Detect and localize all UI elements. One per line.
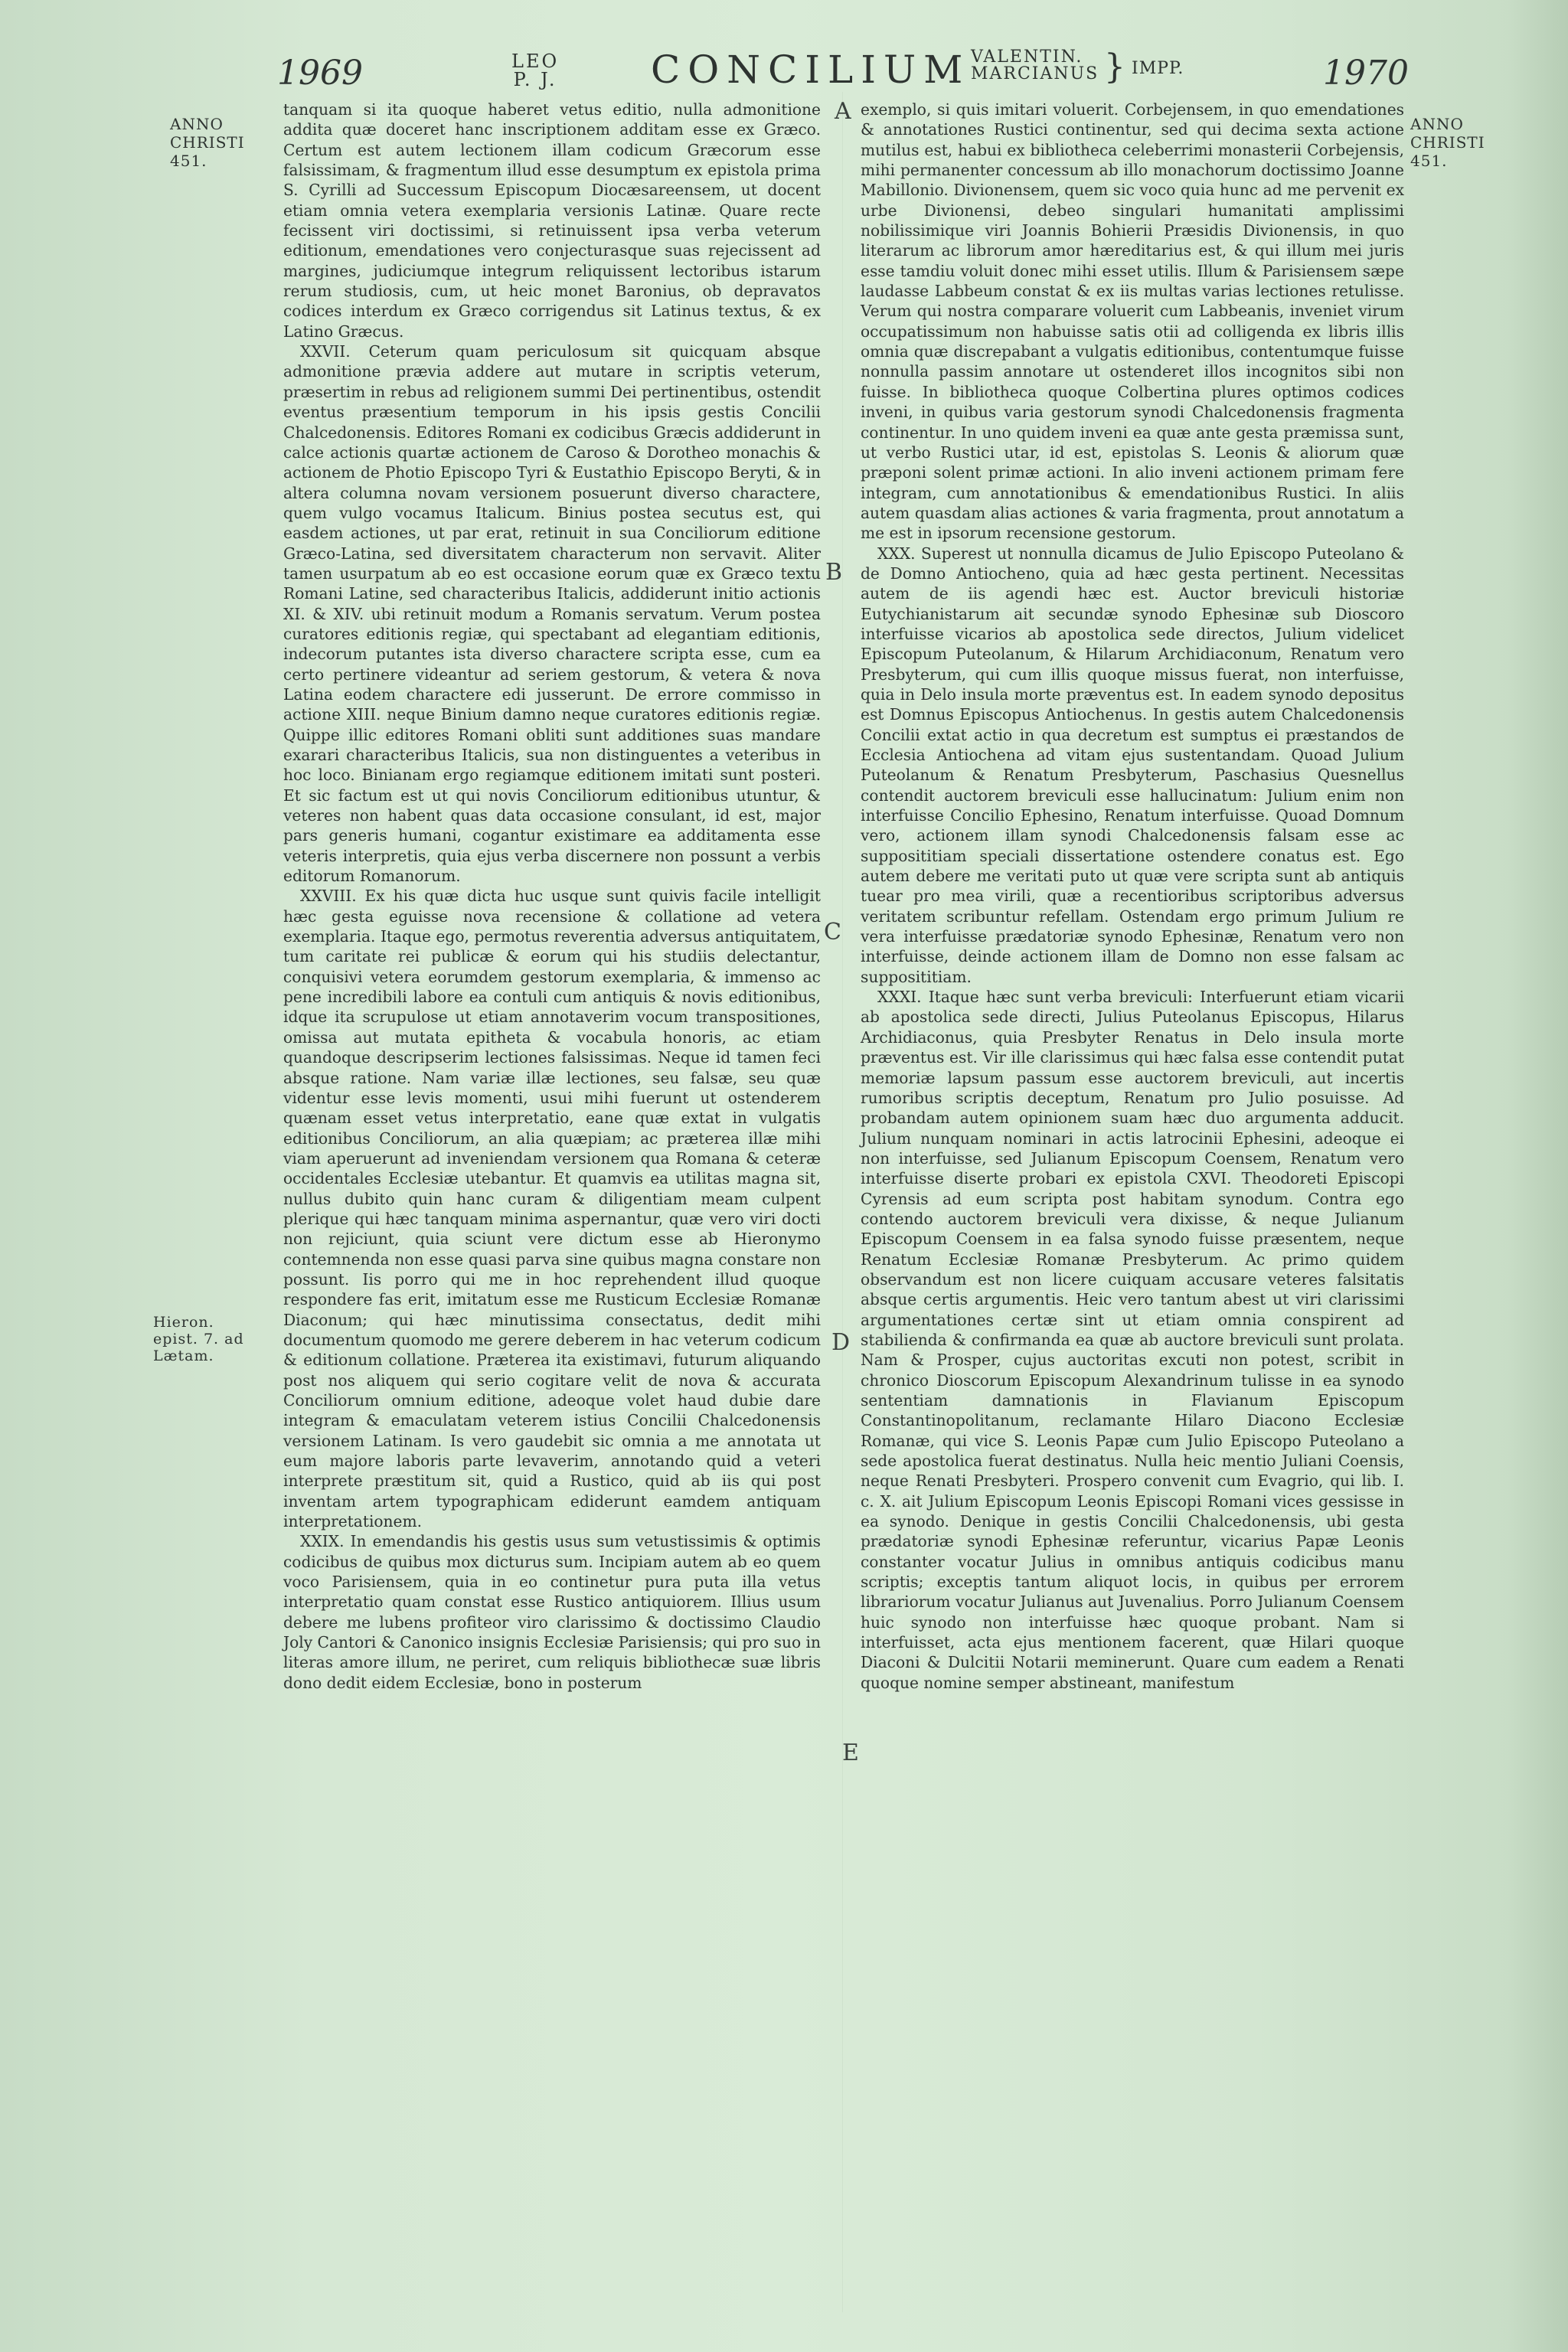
running-head-pj: P. J.: [513, 69, 557, 90]
margin-anno-right: ANNO: [1410, 115, 1464, 133]
margin-christi-left: CHRISTI: [170, 133, 245, 152]
paragraph: tanquam si ita quoque haberet vetus editio, nulla admonitione addita quæ doceret hanc inscriptionem additam esse ex Græco. Certum est autem lectionem illam codicum Græcorum esse falsissimam, & fragmentum illud esse desumptum ex epistola prima S. Cyrilli ad Successum Episcopum Diocæsareensem, ut docent etiam omnia vetera exemplaria versionis Latinæ. Quare recte fecissent viri doctissimi, si retinuissent ipsa verba veterum editionum, emendationes vero conjecturasque suas rejecissent ad margines, judiciumque integrum reliquissent lectoribus istarum rerum studiosis, cum, ut heic monet Baronius, ob depravatos codices interdum ex Græco corrigendus sit Latinus textus, & ex Latino Græcus.: [283, 100, 821, 341]
margin-note-line: Lætam.: [153, 1348, 214, 1364]
running-head-leo-name: LEO: [511, 51, 560, 72]
margin-note-line: Hieron.: [153, 1314, 214, 1331]
paragraph: XXX. Superest ut nonnulla dicamus de Julio Episcopo Puteolano & de Domno Antiocheno, quia ad hæc gesta pertinent. Necessitas autem de iis agendi hæc est. Auctor breviculi historiæ Eutychianistarum ait secundæ synodo Ephesinæ sub Dioscoro interfuisse vicarios ab apostolica sede directos, Julium videlicet Episcopum Puteolanum, & Hilarum Archidiaconum, Renatum vero Presbyterum, qui cum illis quoque missus fuerat, non interfuisse, quia in Delo insula morte præventus est. In eadem synodo depositus est Domnus Episcopus Antiochenus. In gestis autem Chalcedonensis Concilii extat actio in qua decretum est sumptus ei præstandos de Ecclesia Antiochena ad vitam ejus sustentandam. Quoad Julium Puteolanum & Renatum Presbyterum, Paschasius Quesnellus contendit auctorem breviculi esse hallucinatum: Julium enim non interfuisse Concilio Ephesino, Renatum interfuisse. Quoad Domnum vero, actionem illam synodi Chalcedonensis falsam esse ac supposititiam speciali dissertatione ostendere conatus est. Ego autem debere me veritati puto ut quæ vere scripta sunt ab antiquis tuear pro mea virili, quæ a recentioribus scriptoribus adversus veritatem scribuntur refellam. Ostendam ergo primum Julium re vera interfuisse prædatoriæ synodo Ephesinæ, Renatum vero non interfuisse, deinde actionem illam de Domno non esse falsam ac supposititiam.: [861, 544, 1404, 986]
section-mark-e: E: [842, 1740, 859, 1766]
margin-year-left: [170, 115, 262, 170]
text-column-left: [283, 100, 821, 1693]
margin-anno-left: ANNO: [170, 115, 224, 133]
margin-year-value-left: 451.: [170, 152, 207, 170]
section-mark-b: B: [825, 559, 843, 586]
running-head-valentin: VALENTIN.: [971, 47, 1083, 67]
page-number-left: 1969: [277, 54, 363, 93]
margin-christi-right: CHRISTI: [1410, 133, 1485, 152]
running-head-title: CONCILIUM: [651, 47, 971, 92]
margin-note-hieron: [153, 1314, 245, 1364]
running-head-emperors: [971, 49, 1099, 83]
brace-glyph: }: [1104, 47, 1125, 87]
running-head-leo: [511, 52, 559, 89]
margin-year-value-right: 451.: [1410, 152, 1448, 170]
column-gutter: [842, 92, 843, 2312]
page-number-right: 1970: [1323, 54, 1409, 93]
paragraph: XXXI. Itaque hæc sunt verba breviculi: Interfuerunt etiam vicarii ab apostolica sede directi, Julius Puteolanus Episcopus, Hilarus Archidiaconus, quia Presbyter Renatus in Delo insula morte præventus est. Vir ille clarissimus qui hæc falsa esse contendit putat memoriæ lapsum passum esse auctorem breviculi, aut incertis rumoribus scriptis deceptum, Renatum pro Julio posuisse. Ad probandam autem opinionem suam hæc duo argumenta adducit. Julium nunquam nominari in actis latrocinii Ephesini, adeoque ei non interfuisse, sed Julianum Episcopum Coensem, Renatum vero interfuisse diserte probari ex epistola CXVI. Theodoreti Episcopi Cyrensis ad eum scripta post habitam synodum. Contra ego contendo auctorem breviculi vera dixisse, & neque Julianum Episcopum Coensem in ea falsa synodo fuisse præsentem, neque Renatum Ecclesiæ Romanæ Presbyterum. Ac primo quidem observandum est non licere cuiquam accusare veteres falsitatis absque certis argumentis. Heic vero tantum abest ut viri clarissimi argumentationes certæ sint ut etiam omnia conspirent ad stabilienda & confirmanda ea quæ ab auctore breviculi sunt prolata. Nam & Prosper, cujus auctoritas excuti non potest, scribit in chronico Dioscorum Episcopum Alexandrinum tulisse in ea synodo sententiam damnationis in Flavianum Episcopum Constantinopolitanum, reclamante Hilaro Diacono Ecclesiæ Romanæ, qui vice S. Leonis Papæ cum Julio Episcopo Puteolano a sede apostolica fuerat destinatus. Nulla heic mentio Juliani Coensis, neque Renati Presbyteri. Prospero convenit cum Evagrio, qui lib. I. c. X. ait Julium Episcopum Leonis Episcopi Romani vices gessisse in ea synodo. Denique in gestis Concilii Chalcedonensis, ubi gesta prædatoriæ synodi Ephesinæ referuntur, vicarius Papæ Leonis constanter vocatur Julius in omnibus antiquis codicibus manu scriptis; exceptis tantum aliquot locis, in quibus per errorem librariorum vocatur Julianus aut Juvenalius. Porro Julianum Coensem huic synodo non interfuisse hæc quoque probant. Nam si interfuisset, acta ejus mentionem facerent, quæ Hilari quoque Diaconi & Dulcitii Notarii meminerunt. Quare cum eadem a Renati quoque nomine semper abstineant, manifestum: [861, 988, 1404, 1692]
running-head-impp: IMPP.: [1132, 59, 1184, 78]
paragraph: XXVII. Ceterum quam periculosum sit quicquam absque admonitione prævia addere aut mutare in scriptis veterum, præsertim in rebus ad religionem summi Dei pertinentibus, ostendit eventus præsentium temporum in his ipsis gestis Concilii Chalcedonensis. Editores Romani ex codicibus Græcis addiderunt in calce actionis quartæ actionem de Caroso & Dorotheo monachis & actionem de Photio Episcopo Tyri & Eustathio Episcopo Beryti, & in altera columna novam versionem posuerunt diverso charactere, quem vulgo vocamus Italicum. Binius postea secutus est, qui easdem actiones, ut par erat, retinuit in sua Conciliorum editione Græco-Latina, sed diversitatem characterum non servavit. Aliter tamen usurpatum ab eo est occasione eorum quæ ex Græco textu Romani Latine, sed characteribus Italicis, addiderunt initio actionis XI. & XIV. ubi retinuit modum a Romanis servatum. Verum postea curatores editionis regiæ, qui spectabant ad elegantiam editionis, indecorum putantes ista diverso charactere scripta esse, cum ea certo pertinere videantur ad seriem gestorum, & vetera & nova Latina eodem charactere edi jusserunt. De errore commisso in actione XIII. neque Binium damno neque curatores editionis regiæ. Quippe illic editores Romani obliti sunt additiones suas mandare exarari characteribus Italicis, sua non distinguentes a veteribus in hoc loco. Binianam ergo regiamque editionem imitati sunt posteri. Et sic factum est ut qui novis Conciliorum editionibus utuntur, & veteres non habent quas data occasione consulant, id est, major pars generis humani, cogantur existimare ea additamenta esse veteris interpretis, quia ejus verba discernere non possunt a verbis editorum Romanorum.: [283, 342, 821, 886]
paragraph: XXIX. In emendandis his gestis usus sum vetustissimis & optimis codicibus de quibus mox dicturus sum. Incipiam autem ab eo quem voco Parisiensem, quia in eo continetur pura puta illa vetus interpretatio quam constat esse Rustico antiquiorem. Illius usum debere me lubens profiteor viro clarissimo & doctissimo Claudio Joly Cantori & Canonico insignis Ecclesiæ Parisiensis; qui pro suo in literas amore illum, ne periret, cum reliquis bibliothecæ suæ libris dono dedit eidem Ecclesiæ, bono in posterum: [283, 1532, 821, 1692]
margin-note-line: epist. 7. ad: [153, 1331, 244, 1348]
section-mark-c: C: [824, 919, 841, 946]
running-head-marcianus: MARCIANUS: [971, 64, 1099, 83]
margin-year-right: [1410, 115, 1502, 170]
section-mark-d: D: [831, 1329, 851, 1356]
text-column-right: [861, 100, 1404, 1693]
page-edge-shadow: [1507, 0, 1568, 2352]
section-mark-a: A: [835, 98, 851, 125]
paragraph: exemplo, si quis imitari voluerit. Corbejensem, in quo emendationes & annotationes Rustici continentur, sed qui decima sexta actione mutilus est, habui ex bibliotheca celeberrimi monasterii Corbejensis, mihi permanenter concessum ab illo monachorum doctissimo Joanne Mabillonio. Divionensem, quem sic voco quia hunc ad me pervenit ex urbe Divionensi, debeo singulari humanitati amplissimi nobilissimique viri Joannis Bohierii Præsidis Divionensis, in quo literarum ac librorum amor hæreditarius est, & qui illum mei juris esse tamdiu voluit donec mihi esset utilis. Illum & Parisiensem sæpe laudasse Labbeum constat & ex iis multas varias lectiones retulisse. Verum qui nostra comparare voluerit cum Labbeanis, inveniet virum occupatissimum non habuisse satis otii ad colligenda ex libris illis omnia quæ discrepabant a vulgatis editionibus, contentumque fuisse nonnulla passim annotare ut ostenderet illos incognitos sibi non fuisse. In bibliotheca quoque Colbertina plures optimos codices inveni, in quibus varia gestorum synodi Chalcedonensis fragmenta continentur. In uno quidem inveni ea quæ ante gesta præmissa sunt, ut verbo Rustici utar, id est, epistolas S. Leonis & aliorum quæ præponi solent primæ actioni. In alio inveni actionem primam fere integram, cum annotationibus & emendationibus Rustici. In aliis autem quasdam alias actiones & varia fragmenta, prout annotatum a me est in ipsorum recensione gestorum.: [861, 100, 1404, 543]
paragraph: XXVIII. Ex his quæ dicta huc usque sunt quivis facile intelligit hæc gesta eguisse nova recensione & collatione ad vetera exemplaria. Itaque ego, permotus reverentia adversus antiquitatem, tum caritate rei publicæ & eorum qui his studiis delectantur, conquisivi vetera eorumdem gestorum exemplaria, & immenso ac pene incredibili labore ea contuli cum antiquis & novis editionibus, idque ita scrupulose ut etiam annotaverim vocum transpositiones, omissa aut mutata epitheta & vocabula honoris, ac etiam quandoque descripserim lectiones falsissimas. Neque id tamen feci absque ratione. Nam variæ illæ lectiones, seu falsæ, seu quæ videntur esse levis momenti, usui mihi fuerunt ut ostenderem quænam esset vetus interpretatio, eane quæ extat in vulgatis editionibus Conciliorum, an alia quæpiam; ac præterea illæ mihi viam aperuerunt ad inveniendam versionem qua Romana & ceteræ occidentales Ecclesiæ utebantur. Et quamvis ea utilitas magna sit, nullus dubito quin hanc curam & diligentiam meam culpent plerique qui hæc tanquam minima aspernantur, quæ vero viri docti non rejiciunt, quia sciunt vere dictum esse ab Hieronymo contemnenda non esse quasi parva sine quibus magna constare non possunt. Iis porro qui me in hoc reprehendent illud quoque respondere fas erit, imitatum esse me Rusticum Ecclesiæ Romanæ Diaconum; qui hæc minutissima consectatus, dedit mihi documentum quomodo me gerere deberem in hac veterum codicum & editionum collatione. Præterea ita existimavi, futurum aliquando post nos aliquem qui serio cogitare velit de nova & accurata Conciliorum omnium editione, adeoque volet haud dubie dare integram & emaculatam veterem istius Concilii Chalcedonensis versionem Latinam. Is vero gaudebit sic omnia a me annotata ut eum majore laboris parte levaverim, annotando quid a veteri interprete præstitum sit, quid a Rustico, quid ab iis qui post inventam artem typographicam ediderunt eamdem antiquam interpretationem.: [283, 887, 821, 1531]
